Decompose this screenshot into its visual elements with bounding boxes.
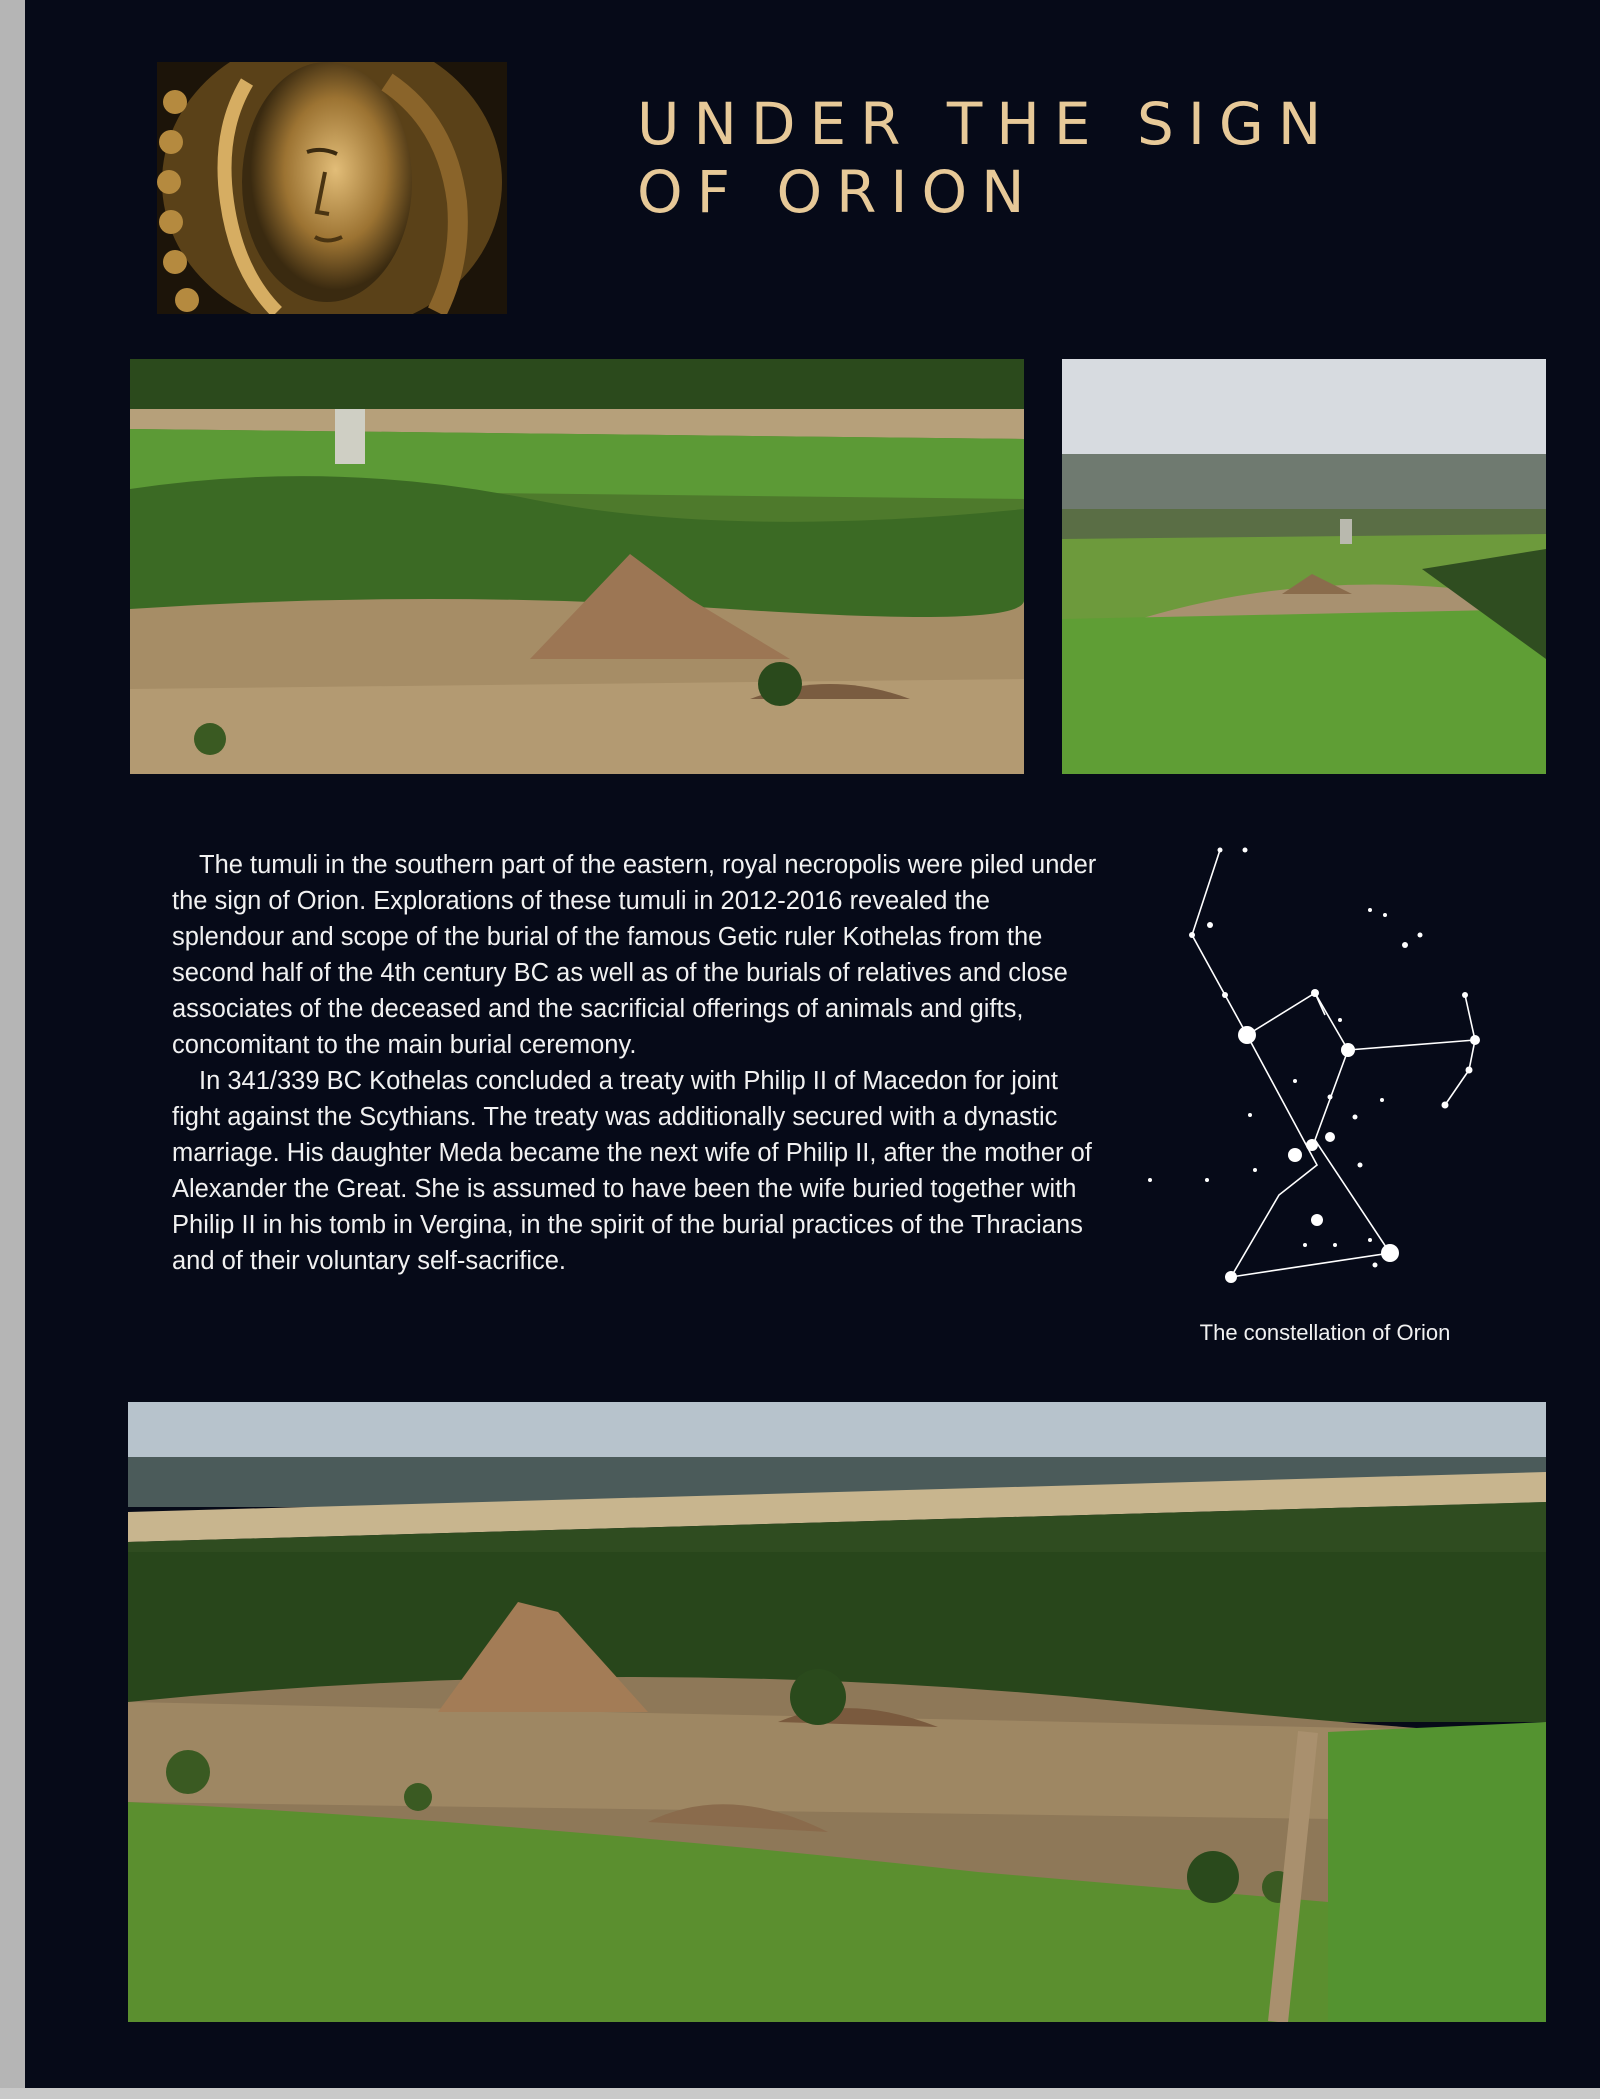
page-title bbox=[637, 90, 1357, 226]
page bbox=[25, 0, 1600, 2088]
aerial-photo-distant-view bbox=[1062, 359, 1546, 774]
title-line-1: UNDER THE SIGN bbox=[637, 90, 1336, 158]
panoramic-photo-necropolis bbox=[128, 1402, 1546, 2022]
orion-constellation-diagram bbox=[1145, 835, 1505, 1295]
page-edge bbox=[0, 2088, 1600, 2099]
body-paragraph-2: In 341/339 BC Kothelas concluded a treaty with Philip II of Macedon for joint fight against the Scythians. The treaty was additionally secured with a dynastic marriage. His daughter Meda became the next wife of Philip II, after the mother of Alexander the Great. She is assumed to have been the wife buried together with Philip II in his tomb in Vergina, in the spirit of the burial practices of the Thracians and of their voluntary self-sacrifice. bbox=[172, 1067, 1092, 1275]
aerial-photo-tumulus-water-tower bbox=[130, 359, 1024, 774]
body-paragraph-1: The tumuli in the southern part of the eastern, royal necropolis were piled under the sign of Orion. Explorations of these tumuli in 2012-2016 revealed the splendour and scope of the burial of the famous Getic ruler Kothelas from the second half of the 4th century BC as well as of the burials of relatives and close associates of the deceased and the sacrificial offerings of animals and gifts, concomitant to the main burial ceremony. bbox=[172, 851, 1097, 1059]
title-line-2: OF ORION bbox=[637, 158, 1039, 226]
gold-relief-image bbox=[157, 62, 507, 314]
article-body bbox=[172, 847, 1102, 1279]
constellation-caption: The constellation of Orion bbox=[1199, 1320, 1451, 1345]
